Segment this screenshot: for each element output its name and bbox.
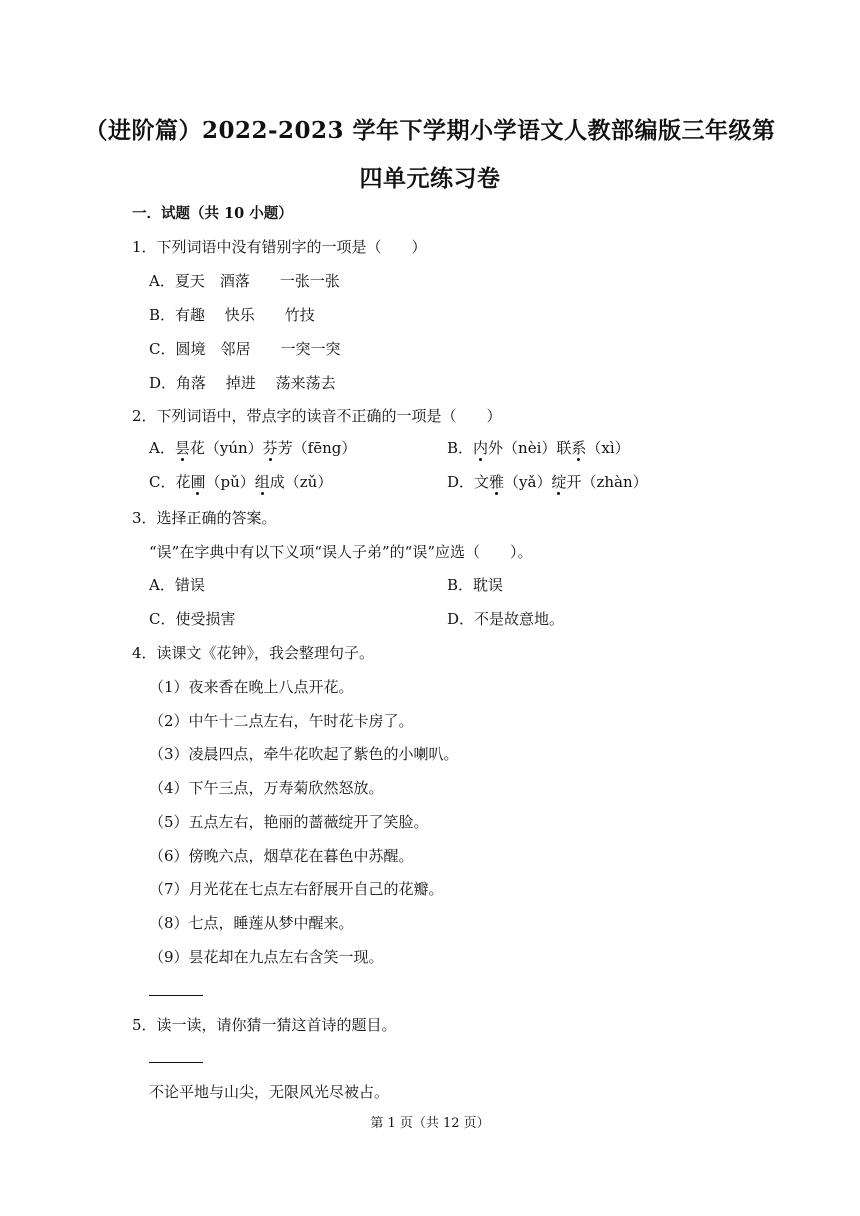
question-1-option-c: C．圆境 邻居 一突一突 xyxy=(149,340,341,358)
dotted-char: 雅 xyxy=(489,473,505,491)
question-2-option-c xyxy=(149,471,332,492)
question-2-option-b xyxy=(447,437,630,458)
question-3-subprompt: “误”在字典中有以下义项“误人子弟”的“误”应选（ ）。 xyxy=(149,543,533,561)
option-prefix: A． xyxy=(149,439,175,457)
question-5-stem: 5．读一读，请你猜一猜这首诗的题目。 xyxy=(132,1016,397,1034)
question-2-option-d xyxy=(447,471,648,492)
option-text: 开（zhàn） xyxy=(566,473,648,491)
section-heading: 一．试题（共 10 小题） xyxy=(132,205,293,222)
option-text: 外（nèi）联 xyxy=(488,439,572,457)
question-1-stem: 1．下列词语中没有错别字的一项是（ ） xyxy=(132,238,427,256)
question-1-option-d: D．角落 掉进 荡来荡去 xyxy=(149,374,336,392)
question-3-option-b: B．耽误 xyxy=(447,576,504,594)
question-4-stem: 4．读课文《花钟》，我会整理句子。 xyxy=(132,644,375,662)
question-4-item: （7）月光花在七点左右舒展开自己的花瓣。 xyxy=(149,880,444,898)
dotted-char: 内 xyxy=(473,439,489,457)
question-3-stem: 3．选择正确的答案。 xyxy=(132,509,277,527)
question-4-item: （4）下午三点，万寿菊欣然怒放。 xyxy=(149,779,384,797)
dotted-char: 组 xyxy=(254,473,270,491)
dotted-char: 系 xyxy=(571,439,587,457)
dotted-char: 昙 xyxy=(174,439,190,457)
option-text: （pǔ） xyxy=(205,473,255,491)
question-4-item: （5）五点左右，艳丽的蔷薇绽开了笑脸。 xyxy=(149,813,429,831)
option-text: 成（zǔ） xyxy=(269,473,333,491)
option-text: 花（yún） xyxy=(189,439,263,457)
answer-blank xyxy=(149,995,203,996)
question-5-poem-line: 不论平地与山尖，无限风光尽被占。 xyxy=(149,1083,390,1101)
question-4-item: （3）凌晨四点，牵牛花吹起了紫色的小喇叭。 xyxy=(149,745,459,763)
question-3-option-c: C．使受损害 xyxy=(149,610,236,628)
option-prefix: D．文 xyxy=(447,473,490,491)
option-text: （xì） xyxy=(586,439,630,457)
question-4-item: （6）傍晚六点，烟草花在暮色中苏醒。 xyxy=(149,847,414,865)
document-title-line-2: 四单元练习卷 xyxy=(359,165,501,192)
option-text: 芳（fēng） xyxy=(277,439,357,457)
dotted-char: 圃 xyxy=(190,473,206,491)
option-prefix: C．花 xyxy=(149,473,191,491)
document-title-line-1: （进阶篇）2022-2023 学年下学期小学语文人教部编版三年级第 xyxy=(84,117,776,144)
page-footer: 第 1 页（共 12 页） xyxy=(370,1116,490,1131)
question-4-item: （8）七点，睡莲从梦中醒来。 xyxy=(149,914,354,932)
question-2-option-a xyxy=(149,437,356,458)
option-text: （yǎ） xyxy=(504,473,552,491)
question-1-option-b: B．有趣 快乐 竹技 xyxy=(149,306,315,324)
dotted-char: 芬 xyxy=(262,439,278,457)
dotted-char: 绽 xyxy=(551,473,567,491)
question-4-item: （1）夜来香在晚上八点开花。 xyxy=(149,678,354,696)
option-prefix: B． xyxy=(447,439,474,457)
question-1-option-a: A．夏天 酒落 一张一张 xyxy=(149,272,340,290)
question-3-option-d: D．不是故意地。 xyxy=(447,610,565,628)
answer-blank xyxy=(149,1062,203,1063)
question-4-item: （9）昙花却在九点左右含笑一现。 xyxy=(149,948,384,966)
question-4-item: （2）中午十二点左右，午时花卡房了。 xyxy=(149,712,414,730)
question-3-option-a: A．错误 xyxy=(149,576,205,594)
question-2-stem: 2．下列词语中，带点字的读音不正确的一项是（ ） xyxy=(132,407,502,425)
